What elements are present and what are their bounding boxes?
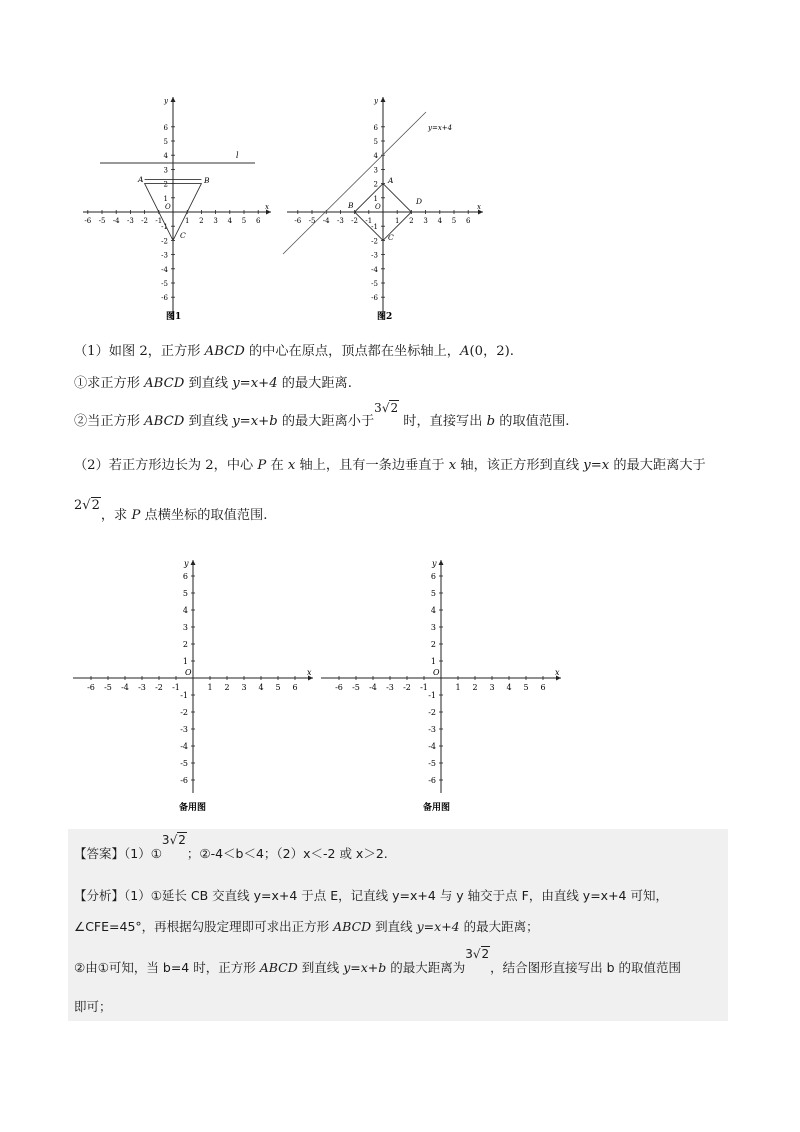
x-tick-label: 2: [224, 683, 230, 692]
x-tick-label: -3: [138, 683, 146, 692]
x-tick-label: -6: [294, 217, 302, 225]
y-tick-label: -4: [371, 265, 378, 274]
x-tick-label: 4: [258, 683, 264, 692]
origin-label: O: [165, 203, 171, 211]
y-tick-label: 6: [430, 572, 436, 581]
x-tick-label: -4: [112, 217, 120, 225]
y-axis-label: y: [374, 97, 378, 105]
y-axis-label: y: [164, 97, 168, 105]
y-tick-label: 3: [182, 623, 188, 632]
x-tick-label: 2: [472, 683, 478, 692]
x-axis-label: x: [265, 203, 269, 211]
x-tick-label: 6: [255, 217, 261, 225]
x-tick-label: -2: [351, 217, 359, 225]
y-tick-label: 2: [430, 640, 436, 649]
x-tick-label: -4: [121, 683, 129, 692]
x-tick-label: 5: [451, 217, 457, 225]
y-tick-label: 5: [163, 138, 168, 146]
x-tick-label: -2: [155, 683, 163, 692]
y-tick-label: 5: [430, 589, 436, 598]
x-axis-label: x: [307, 668, 312, 677]
y-tick-label: 4: [182, 606, 188, 615]
x-tick-label: 4: [437, 217, 443, 225]
analysis-line-1: 【分析】（1）①延长 CB 交直线 y=x+4 于点 E，记直线 y=x+4 与 y 轴交于点 F，由直线 y=x+4 可知，: [74, 888, 668, 903]
figure-2-caption: 图2: [377, 312, 393, 322]
y-tick-label: 1: [373, 194, 378, 203]
x-tick-label: -2: [403, 683, 411, 692]
y-tick-label: 6: [373, 123, 378, 132]
analysis-line-4: 即可；: [74, 999, 112, 1014]
x-tick-label: 1: [207, 683, 213, 692]
y-tick-label: 2: [163, 180, 168, 189]
x-tick-label: -3: [126, 217, 134, 225]
x-tick-label: -1: [365, 217, 373, 225]
x-tick-label: -5: [352, 683, 360, 692]
x-tick-label: 3: [241, 683, 247, 692]
label-b: B: [348, 201, 354, 210]
y-tick-label: 3: [373, 166, 378, 175]
y-tick-label: -2: [428, 708, 436, 717]
x-tick-label: -1: [172, 683, 180, 692]
x-axis-label: x: [477, 203, 481, 211]
x-tick-label: -6: [84, 217, 92, 225]
y-tick-label: -5: [371, 280, 378, 288]
y-tick-label: 5: [373, 138, 378, 146]
y-tick-label: -1: [180, 691, 188, 700]
x-tick-label: 3: [213, 217, 218, 225]
label-d: D: [416, 197, 423, 206]
y-tick-label: -2: [180, 708, 188, 717]
y-tick-label: -4: [161, 265, 168, 274]
y-tick-label: 4: [163, 152, 168, 161]
x-tick-label: 2: [409, 217, 414, 225]
y-tick-label: 6: [182, 572, 188, 581]
y-tick-label: -3: [371, 251, 378, 260]
x-tick-label: 5: [241, 217, 247, 225]
x-tick-label: 5: [523, 683, 529, 692]
x-tick-label: -3: [336, 217, 344, 225]
sqrt-expr: 2√2: [74, 498, 100, 513]
x-tick-label: -4: [322, 217, 330, 225]
y-arrow: [439, 560, 444, 565]
x-tick-label: 4: [227, 217, 233, 225]
label-b: B: [204, 176, 210, 185]
sqrt-expr: 3√2: [465, 947, 490, 961]
y-tick-label: 5: [182, 589, 188, 598]
label-c: C: [388, 233, 394, 242]
spare-figure-1-caption: 备用图: [179, 803, 207, 813]
y-tick-label: 4: [430, 606, 436, 615]
y-tick-label: -2: [161, 237, 168, 246]
x-tick-label: 4: [506, 683, 512, 692]
x-tick-label: -5: [104, 683, 112, 692]
x-tick-label: 2: [199, 217, 204, 225]
y-axis-label: y: [432, 559, 437, 568]
sqrt-expr: 3√2: [161, 833, 186, 847]
question-part1-2: ②当正方形 ABCD 到直线 y=x+b 的最大距离小于3√2 时，直接写出 b 的取值范围.: [74, 412, 734, 432]
y-tick-label: -5: [180, 759, 188, 768]
y-tick-label: -6: [180, 776, 188, 785]
y-tick-label: -3: [428, 725, 436, 734]
x-tick-label: -6: [335, 683, 343, 692]
x-tick-label: 6: [540, 683, 546, 692]
label-l: l: [236, 151, 239, 160]
y-tick-label: 6: [163, 123, 168, 132]
y-tick-label: -3: [180, 725, 188, 734]
analysis-line-3: ②由①可知，当 b=4 时，正方形 ABCD 到直线 y=x+b 的最大距离为3√2，结合图形直接写出 b 的取值范围: [74, 958, 681, 978]
y-tick-label: -4: [180, 742, 188, 751]
x-tick-label: 1: [455, 683, 461, 692]
y-tick-label: 3: [430, 623, 436, 632]
y-tick-label: -3: [161, 251, 168, 260]
x-tick-label: -1: [420, 683, 428, 692]
x-tick-label: -5: [98, 217, 106, 225]
x-tick-label: 1: [394, 217, 400, 225]
line-label: y=x+4: [428, 124, 453, 132]
origin-label: O: [375, 203, 381, 211]
x-axis-label: x: [555, 668, 560, 677]
y-tick-label: 1: [430, 657, 436, 666]
y-tick-label: 4: [373, 152, 378, 161]
y-tick-label: -2: [371, 237, 378, 246]
y-tick-label: -4: [428, 742, 436, 751]
x-tick-label: 6: [292, 683, 298, 692]
y-tick-label: 1: [163, 194, 168, 203]
y-tick-label: -1: [428, 691, 436, 700]
x-tick-label: -5: [308, 217, 316, 225]
x-tick-label: -6: [87, 683, 95, 692]
y-axis-label: y: [184, 559, 189, 568]
answer-line: 【答案】（1）①3√2；②-4＜b＜4；（2）x＜-2 或 x＞2.: [74, 844, 388, 864]
y-tick-label: -6: [371, 294, 378, 303]
origin-label: O: [433, 668, 440, 677]
label-a: A: [388, 176, 394, 185]
x-tick-label: 3: [423, 217, 428, 225]
y-tick-label: 2: [182, 640, 188, 649]
x-tick-label: 5: [275, 683, 281, 692]
spare-figure-2-caption: 备用图: [423, 803, 451, 813]
label-c: C: [180, 231, 186, 240]
y-tick-label: 1: [182, 657, 188, 666]
analysis-line-2: ∠CFE=45°，再根据勾股定理即可求出正方形 ABCD 到直线 y=x+4 的最大距离；: [74, 919, 539, 934]
label-a: A: [138, 175, 144, 184]
y-tick-label: 2: [373, 180, 378, 189]
question-part2: （2）若正方形边长为 2，中心 P 在 x 轴上，且有一条边垂直于 x 轴，该正方形到直线 y=x 的最大距离大于: [74, 458, 706, 473]
x-tick-label: 6: [465, 217, 471, 225]
sqrt-expr: 3√2: [374, 401, 399, 415]
y-tick-label: 3: [163, 166, 168, 175]
x-tick-label: 3: [489, 683, 495, 692]
x-tick-label: -4: [369, 683, 377, 692]
x-tick-label: -3: [386, 683, 394, 692]
origin-label: O: [185, 668, 192, 677]
y-tick-label: -5: [161, 280, 168, 288]
y-tick-label: -5: [428, 759, 436, 768]
y-tick-label: -1: [161, 223, 168, 232]
y-tick-label: -6: [428, 776, 436, 785]
y-tick-label: -6: [161, 294, 168, 303]
question-part1-1: ①求正方形 ABCD 到直线 y=x+4 的最大距离.: [74, 376, 352, 391]
question-part1: （1）如图 2，正方形 ABCD 的中心在原点，顶点都在坐标轴上，A(0，2).: [74, 344, 514, 359]
figure-1-caption: 图1: [166, 312, 182, 322]
x-tick-label: -2: [141, 217, 149, 225]
question-part2-cont: 2√2，求 P 点横坐标的取值范围.: [74, 498, 268, 523]
y-tick-label: -1: [371, 223, 378, 232]
x-tick-label: 1: [184, 217, 190, 225]
x-tick-label: -1: [155, 217, 163, 225]
